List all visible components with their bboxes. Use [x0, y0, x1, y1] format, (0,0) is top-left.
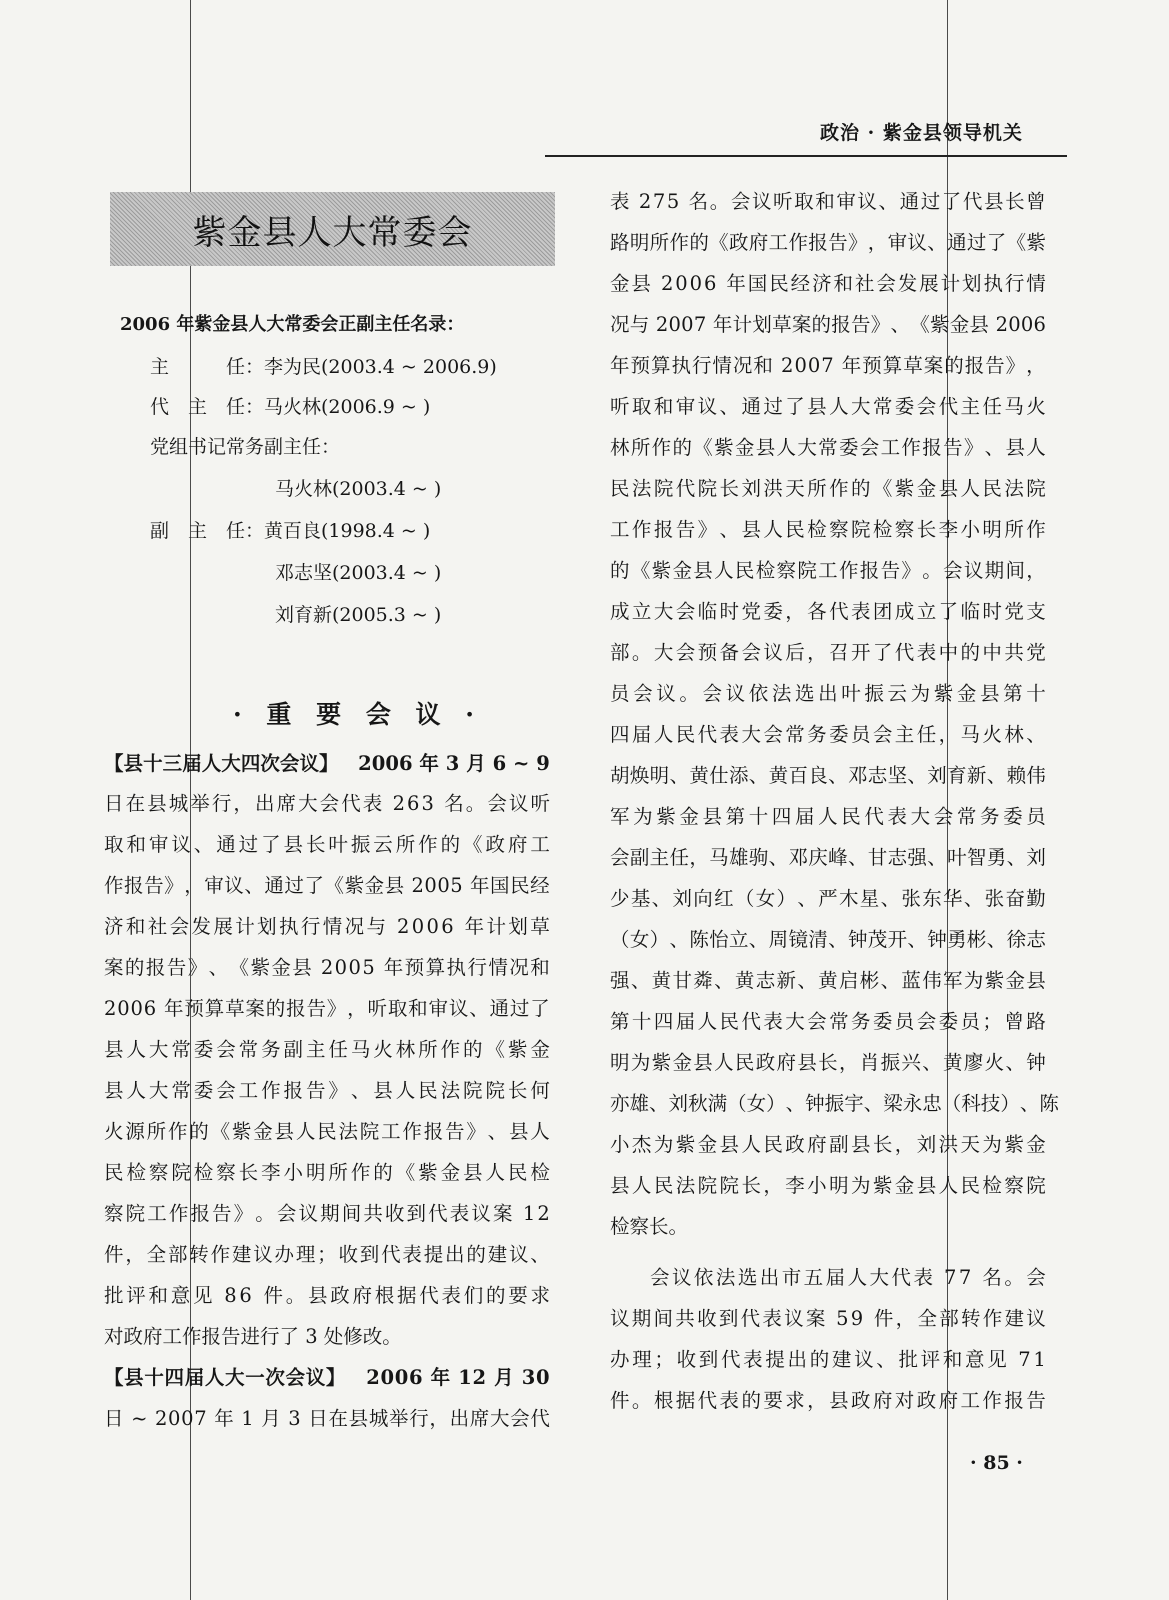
header-rule: [545, 155, 1067, 157]
body-line: 县 人 大 常 委 会 常 务 副 主 任 马 火 林 所 作 的 《 紫 金: [104, 1038, 550, 1061]
body-line: 路 明 所 作 的 《 政 府 工 作 报 告 》 ， 审 议 、 通 过 了 《 紫: [610, 231, 1046, 254]
body-line: 军 为 紫 金 县 第 十 四 届 人 民 代 表 大 会 常 务 委 员: [610, 805, 1046, 828]
body-line: 议 期 间 共 收 到 代 表 议 案 5 9 件 ， 全 部 转 作 建 议: [610, 1307, 1046, 1330]
body-line: 2 0 0 6 年 预 算 草 案 的 报 告 》 ， 听 取 和 审 议 、 通 过 了: [104, 997, 550, 1020]
body-line: 明 为 紫 金 县 人 民 政 府 县 长 ， 肖 振 兴 、 黄 廖 火 、 钟: [610, 1051, 1046, 1074]
roster-line: 党组书记常务副主任：: [150, 436, 341, 458]
body-line: 检察长。: [610, 1215, 689, 1238]
meetings-heading: · 重 要 会 议 ·: [233, 700, 482, 729]
body-line: 会 议 依 法 选 出 市 五 届 人 大 代 表 7 7 名 。 会: [650, 1266, 1046, 1289]
body-line: 林 所 作 的 《 紫 金 县 人 大 常 委 会 工 作 报 告 》 、 县 人: [610, 436, 1046, 459]
body-line: 四 届 人 民 代 表 大 会 常 务 委 员 会 主 任 ， 马 火 林 、: [610, 723, 1046, 746]
body-line: （ 女 ） 、 陈 怡 立 、 周 镜 清 、 钟 茂 开 、 钟 勇 彬 、 徐 志: [610, 928, 1046, 951]
roster-line: 主 任：李为民(2003.4 ~ 2006.9): [150, 356, 497, 378]
roster-heading: 2006 年紫金县人大常委会正副主任名录：: [120, 314, 465, 335]
body-line: 少 基 、 刘 向 红 （ 女 ） 、 严 木 星 、 张 东 华 、 张 奋 勤: [610, 887, 1046, 910]
body-line: 县 人 民 法 院 院 长 ， 李 小 明 为 紫 金 县 人 民 检 察 院: [610, 1174, 1046, 1197]
body-line: 亦 雄 、 刘 秋 满 （ 女 ） 、 钟 振 宇 、 梁 永 忠 （ 科 技 ） 、 陈: [610, 1092, 1059, 1115]
body-line: 会 副 主 任 ， 马 雄 驹 、 邓 庆 峰 、 甘 志 强 、 叶 智 勇 、 刘: [610, 846, 1046, 869]
body-line: 金 县 2 0 0 6 年 国 民 经 济 和 社 会 发 展 计 划 执 行 情: [610, 272, 1046, 295]
roster-line: 马火林(2003.4 ~ ): [275, 478, 442, 500]
body-line: 对政府工作报告进行了 3 处修改。: [104, 1325, 402, 1348]
body-line: 案 的 报 告 》 、 《 紫 金 县 2 0 0 5 年 预 算 执 行 情 况 和: [104, 956, 550, 979]
body-line: 办 理 ； 收 到 代 表 提 出 的 建 议 、 批 评 和 意 见 7 1: [610, 1348, 1046, 1371]
body-line: 批 评 和 意 见 8 6 件 。 县 政 府 根 据 代 表 们 的 要 求: [104, 1284, 550, 1307]
body-line: 作 报 告 》 ， 审 议 、 通 过 了 《 紫 金 县 2 0 0 5 年 国 民 经: [104, 874, 550, 897]
body-line: 件 ， 全 部 转 作 建 议 办 理 ； 收 到 代 表 提 出 的 建 议 、: [104, 1243, 550, 1266]
body-line: 第 十 四 届 人 民 代 表 大 会 常 务 委 员 会 委 员 ； 曾 路: [610, 1010, 1046, 1033]
body-line: 部 。 大 会 预 备 会 议 后 ， 召 开 了 代 表 中 的 中 共 党: [610, 641, 1046, 664]
body-line: 民 法 院 代 院 长 刘 洪 天 所 作 的 《 紫 金 县 人 民 法 院: [610, 477, 1046, 500]
body-line: 件 。 根 据 代 表 的 要 求 ， 县 政 府 对 政 府 工 作 报 告: [610, 1389, 1046, 1412]
body-line: 听 取 和 审 议 、 通 过 了 县 人 大 常 委 会 代 主 任 马 火: [610, 395, 1046, 418]
body-line: 工 作 报 告 》 、 县 人 民 检 察 院 检 察 长 李 小 明 所 作: [610, 518, 1046, 541]
body-line: 济 和 社 会 发 展 计 划 执 行 情 况 与 2 0 0 6 年 计 划 草: [104, 915, 550, 938]
body-line: 日 ~ 2 0 0 7 年 1 月 3 日 在 县 城 举 行 ， 出 席 大 会 代: [104, 1407, 550, 1430]
body-line: 员 会 议 。 会 议 依 法 选 出 叶 振 云 为 紫 金 县 第 十: [610, 682, 1046, 705]
section-title-box: [110, 192, 555, 266]
body-line: 表 2 7 5 名 。 会 议 听 取 和 审 议 、 通 过 了 代 县 长 曾: [610, 190, 1046, 213]
body-line: 的 《 紫 金 县 人 民 检 察 院 工 作 报 告 》 。 会 议 期 间 ，: [610, 559, 1046, 582]
section-title: 紫金县人大常委会: [192, 212, 473, 253]
body-line: 日 在 县 城 举 行 ， 出 席 大 会 代 表 2 6 3 名 。 会 议 听: [104, 792, 550, 815]
body-line: 民 检 察 院 检 察 长 李 小 明 所 作 的 《 紫 金 县 人 民 检: [104, 1161, 550, 1184]
body-line: 【 县 十 四 届 人 大 一 次 会 议 】 2 0 0 6 年 1 2 月 3 0: [104, 1366, 550, 1389]
body-line: 火 源 所 作 的 《 紫 金 县 人 民 法 院 工 作 报 告 》 、 县 人: [104, 1120, 550, 1143]
body-line: 成 立 大 会 临 时 党 委 ， 各 代 表 团 成 立 了 临 时 党 支: [610, 600, 1046, 623]
body-line: 小 杰 为 紫 金 县 人 民 政 府 副 县 长 ， 刘 洪 天 为 紫 金: [610, 1133, 1046, 1156]
body-line: 胡 焕 明 、 黄 仕 添 、 黄 百 良 、 邓 志 坚 、 刘 育 新 、 赖 伟: [610, 764, 1046, 787]
body-line: 察 院 工 作 报 告 》 。 会 议 期 间 共 收 到 代 表 议 案 1 2: [104, 1202, 550, 1225]
roster-line: 副 主 任：黄百良(1998.4 ~ ): [150, 520, 431, 542]
page-number: · 85 ·: [970, 1452, 1023, 1474]
roster-line: 代 主 任：马火林(2006.9 ~ ): [150, 396, 431, 418]
body-line: 取 和 审 议 、 通 过 了 县 长 叶 振 云 所 作 的 《 政 府 工: [104, 833, 550, 856]
body-line: 县 人 大 常 委 会 工 作 报 告 》 、 县 人 民 法 院 院 长 何: [104, 1079, 550, 1102]
roster-line: 邓志坚(2003.4 ~ ): [275, 562, 442, 584]
roster-line: 刘育新(2005.3 ~ ): [275, 604, 442, 626]
body-line: 年 预 算 执 行 情 况 和 2 0 0 7 年 预 算 草 案 的 报 告 》 ，: [610, 354, 1046, 377]
running-head: 政治 · 紫金县领导机关: [820, 122, 1023, 144]
body-line: 强 、 黄 甘 粦 、 黄 志 新 、 黄 启 彬 、 蓝 伟 军 为 紫 金 县: [610, 969, 1046, 992]
body-line: 况 与 2 0 0 7 年 计 划 草 案 的 报 告 》 、 《 紫 金 县 2 0 0 6: [610, 313, 1046, 336]
body-line: 【 县 十 三 届 人 大 四 次 会 议 】 2 0 0 6 年 3 月 6 ~ 9: [104, 752, 550, 775]
